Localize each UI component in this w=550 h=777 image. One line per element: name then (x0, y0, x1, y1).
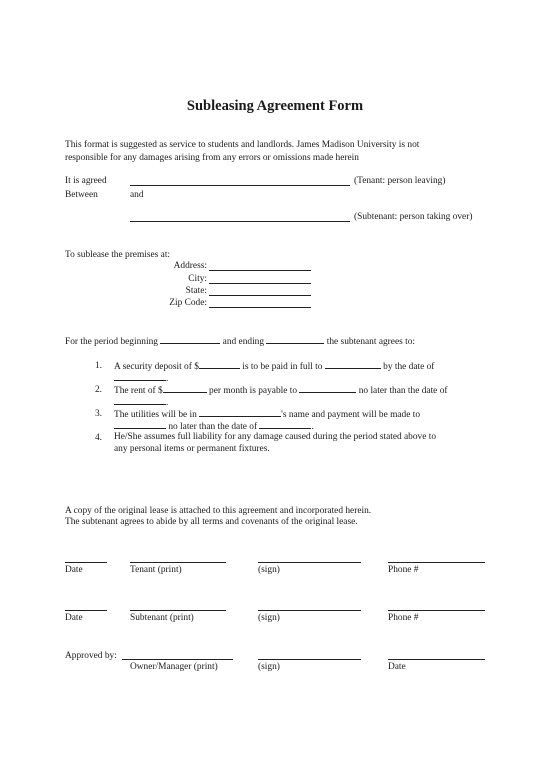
premises-heading: To sublease the premises at: (65, 250, 171, 260)
item-2-text-b: per month is payable to (209, 386, 298, 396)
subtenant-name-field[interactable] (130, 221, 350, 222)
utilities-name-field[interactable] (199, 409, 281, 417)
item-1-line-2 (114, 373, 168, 384)
zip-label: Zip Code: (169, 298, 207, 308)
rent-payee-field[interactable] (299, 385, 356, 393)
subtenant-note: (Subtenant: person taking over) (354, 212, 473, 222)
row3-sign-label: (sign) (258, 662, 280, 672)
approved-by-label: Approved by: (65, 651, 117, 661)
deposit-date-field[interactable] (114, 373, 166, 381)
period-begin-field[interactable] (160, 336, 220, 344)
row2-phone-label: Phone # (388, 613, 419, 623)
item-1-line-1 (114, 361, 434, 372)
row2-sign-label: (sign) (258, 613, 280, 623)
item-3-text-c: no later than the date of (168, 422, 258, 432)
page-title: Subleasing Agreement Form (186, 98, 364, 114)
owner-date-field[interactable] (388, 659, 485, 660)
it-is-agreed-label: It is agreed (65, 176, 107, 186)
item-3-number: 3. (94, 409, 102, 419)
row1-sign-label: (sign) (258, 565, 280, 575)
city-field[interactable] (209, 283, 311, 284)
row1-name-label: Tenant (print) (130, 565, 182, 575)
item-4-number: 4. (94, 433, 102, 443)
item-1-text-a: A security deposit of $ (114, 362, 199, 372)
intro-line-1: This format is suggested as service to students and landlords. James Madison University is not (65, 140, 420, 150)
row2-name-label: Subtenant (print) (130, 613, 194, 623)
item-3-period: . (311, 422, 314, 432)
period-text-3: the subtenant agrees to: (326, 337, 416, 347)
period-sentence (65, 336, 415, 347)
and-label: and (130, 190, 144, 200)
item-3-line-1 (114, 409, 420, 420)
item-2-line-2 (114, 397, 168, 408)
state-label: State: (185, 286, 207, 296)
row1-phone-label: Phone # (388, 565, 419, 575)
address-label: Address: (173, 261, 207, 271)
item-1-period: . (166, 374, 169, 384)
owner-sign-field[interactable] (258, 659, 361, 660)
item-3-text-b: 's name and payment will be made to (281, 410, 421, 420)
deposit-payee-field[interactable] (325, 361, 381, 369)
row1-date-label: Date (65, 565, 83, 575)
rent-date-field[interactable] (114, 397, 166, 405)
tenant-date-field[interactable] (65, 562, 107, 563)
address-field[interactable] (209, 270, 311, 271)
item-2-text-a: The rent of $ (114, 386, 163, 396)
tenant-note: (Tenant: person leaving) (354, 176, 446, 186)
security-deposit-field[interactable] (199, 361, 240, 369)
closing-line-2: The subtenant agrees to abide by all terms and covenants of the original lease. (65, 517, 358, 527)
tenant-name-field[interactable] (130, 185, 350, 186)
rent-amount-field[interactable] (163, 385, 207, 393)
city-label: City: (188, 274, 207, 284)
zip-field[interactable] (209, 307, 311, 308)
closing-line-1: A copy of the original lease is attached to this agreement and incorporated herein. (65, 506, 372, 516)
row3-date-label: Date (388, 662, 406, 672)
tenant-print-field[interactable] (130, 562, 226, 563)
utilities-payee-field[interactable] (114, 421, 166, 429)
item-2-text-c: no later than the date of (358, 386, 448, 396)
utilities-date-field[interactable] (259, 421, 311, 429)
subtenant-print-field[interactable] (130, 610, 226, 611)
item-1-text-c: by the date of (383, 362, 435, 372)
item-3-text-a: The utilities will be in (114, 410, 197, 420)
period-text-2: and ending (222, 337, 265, 347)
item-3-line-2 (114, 421, 314, 432)
period-end-field[interactable] (266, 336, 324, 344)
item-2-number: 2. (94, 385, 102, 395)
between-label: Between (65, 190, 98, 200)
tenant-phone-field[interactable] (388, 562, 485, 563)
tenant-sign-field[interactable] (258, 562, 361, 563)
subtenant-sign-field[interactable] (258, 610, 361, 611)
item-4-line-1: He/She assumes full liability for any damage caused during the period stated above to (114, 432, 437, 442)
subtenant-date-field[interactable] (65, 610, 107, 611)
subtenant-phone-field[interactable] (388, 610, 485, 611)
item-2-line-1 (114, 385, 448, 396)
item-4-line-2: any personal items or permanent fixtures. (114, 444, 270, 454)
item-2-period: . (166, 398, 169, 408)
period-text-1: For the period beginning (65, 337, 158, 347)
row3-name-label: Owner/Manager (print) (130, 662, 218, 672)
item-1-text-b: is to be paid in full to (242, 362, 323, 372)
state-field[interactable] (209, 295, 311, 296)
item-1-number: 1. (94, 361, 102, 371)
intro-line-2: responsible for any damages arising from any errors or omissions made herein (65, 153, 359, 163)
owner-print-field[interactable] (122, 659, 233, 660)
row2-date-label: Date (65, 613, 83, 623)
